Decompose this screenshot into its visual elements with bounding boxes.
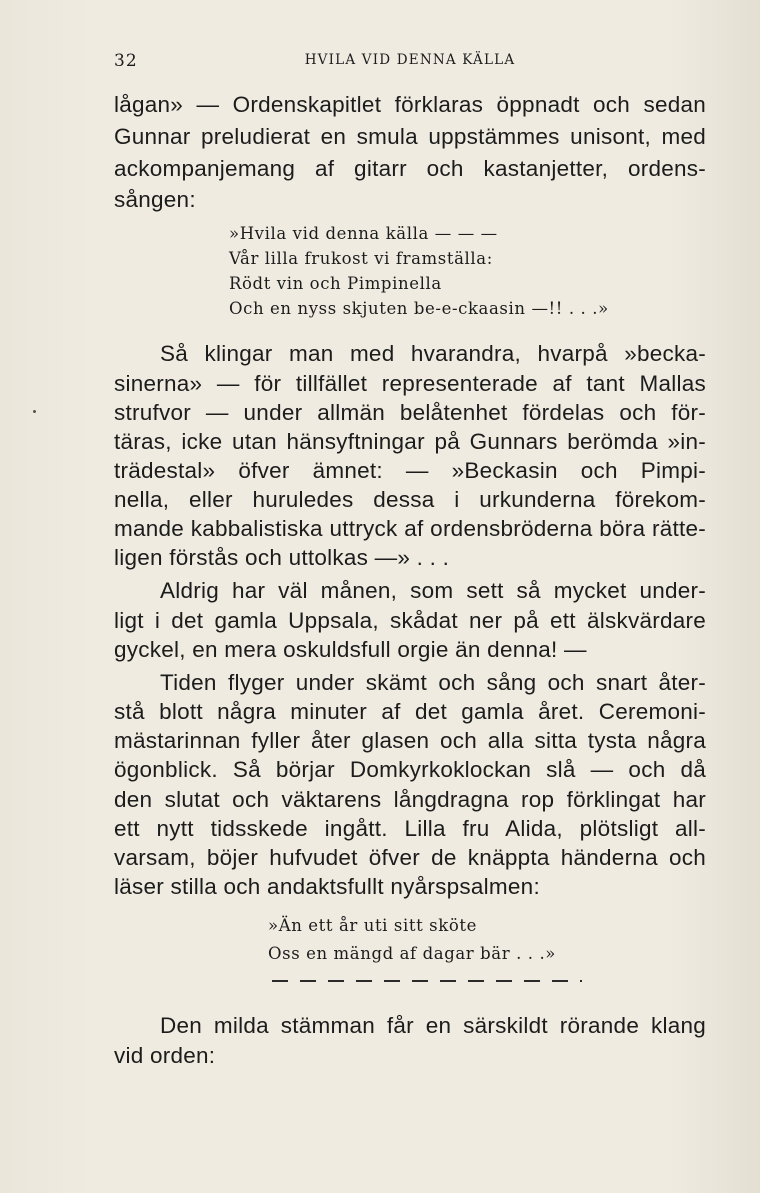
text-line: ligt i det gamla Uppsala, skådat ner på ett älskvärdare (114, 608, 706, 633)
verse-line: Rödt vin och Pimpinella (229, 274, 442, 293)
text-line: nella, eller huruledes dessa i urkunderna förekom- (114, 487, 706, 512)
text-line: Så klingar man med hvarandra, hvarpå »becka- (160, 341, 706, 366)
text-line: ögonblick. Så börjar Domkyrkoklockan slå — och då (114, 757, 706, 782)
text-line: trädestal» öfver ämnet: — »Beckasin och Pimpi- (114, 458, 706, 483)
ellipsis-dash-row (272, 980, 582, 982)
text-line: sången: (114, 187, 196, 212)
text-line: vid orden: (114, 1043, 216, 1068)
page-header (114, 51, 706, 73)
text-line: Den milda stämman får en särskildt rörande klang (160, 1013, 706, 1038)
verse-line: Vår lilla frukost vi framställa: (229, 249, 493, 268)
text-line: strufvor — under allmän belåtenhet fördelas och för- (114, 400, 706, 425)
text-line: sinerna» — för tillfället representerade af tant Mallas (114, 371, 706, 396)
text-line: lågan» — Ordenskapitlet förklaras öppnadt och sedan (114, 92, 706, 117)
page-number: 32 (114, 51, 138, 71)
text-line: mästarinnan fyller åter glasen och alla sitta tysta några (114, 728, 706, 753)
text-line: stå blott några minuter af det gamla året. Ceremoni- (114, 699, 706, 724)
text-line: Aldrig har väl månen, som sett så mycket under- (160, 578, 706, 603)
text-line: läser stilla och andaktsfullt nyårspsalmen: (114, 874, 540, 899)
paper-speck (33, 410, 36, 413)
running-title: HVILA VID DENNA KÄLLA (304, 52, 516, 68)
text-line: varsam, böjer hufvudet öfver de knäppta händerna och (114, 845, 706, 870)
verse-line: Oss en mängd af dagar bär . . .» (268, 944, 556, 963)
text-line: gyckel, en mera oskuldsfull orgie än denna! — (114, 637, 587, 662)
verse-line: »Hvila vid denna källa — — — (229, 224, 498, 243)
text-line: Tiden flyger under skämt och sång och snart åter- (160, 670, 706, 695)
text-line: Gunnar preludierat en smula uppstämmes unisont, med (114, 124, 706, 149)
verse-line: »Än ett år uti sitt sköte (268, 916, 477, 935)
text-line: täras, icke utan hänsyftningar på Gunnars berömda »in- (114, 429, 706, 454)
text-line: den slutat och väktarens långdragna rop förklingat har (114, 787, 706, 812)
text-line: mande kabbalistiska uttryck af ordensbröderna böra rätte- (114, 516, 706, 541)
text-line: ligen förstås och uttolkas —» . . . (114, 545, 450, 570)
text-line: ackompanjemang af gitarr och kastanjetter, ordens- (114, 156, 706, 181)
verse-line: Och en nyss skjuten be-e-ckaasin —!! . . .» (229, 299, 609, 318)
text-line: ett nytt tidsskede ingått. Lilla fru Alida, plötsligt all- (114, 816, 706, 841)
